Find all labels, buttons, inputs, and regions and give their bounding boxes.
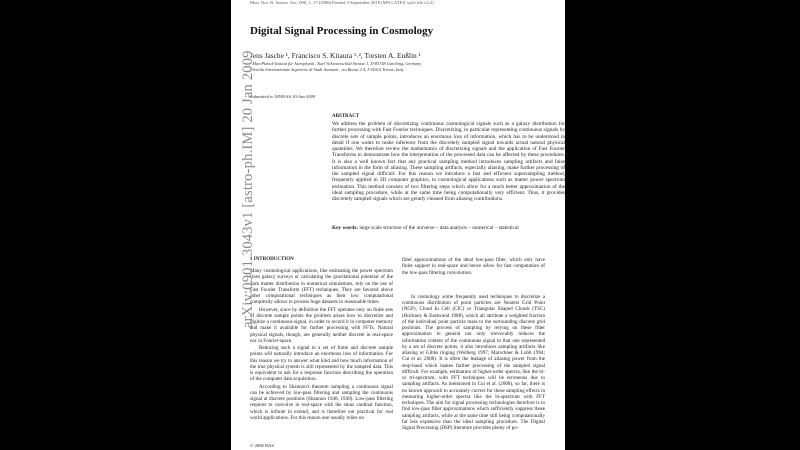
abstract-text: We address the problem of discretizing continuous cosmological signals such as a galaxy distribution for further processing with Fast Fourier techniques. Discretizing, in particular representing continuous signals by discrete sets of sample points, introduces an enormous loss of information, which has to be understood in detail if one wants to make inference from the discretely sampled signal towards actual natural physical quantities. We therefore review the mathematics of discretizing signals and the application of Fast Fourier Transforms to demonstrate how the interpretation of the processed data can be affected by these procedures. It is also a well known fact that any practical sampling method introduces sampling artifacts and false information in the form of aliasing. These sampling artifacts, especially aliasing, make further processing of the sampled signal difficult. For this reason we introduce a fast and efficient supersampling method, frequently applied in 3D computer graphics, to cosmological applications such as matter power spectrum estimation. This method consists of two filtering steps which allow for a much better approximation of the ideal sampling procedure, while at the same time being computationally very efficient. Thus, it provides discretely sampled signals which are greatly cleaned from aliasing contributions. <box>332 121 565 202</box>
paragraph: Many cosmological applications, like estimating the power spectrum from galaxy surveys or calculating the gravitational potential of the dark matter distribution in numerical simulations, rely on the use of Fast Fourier Transform (FFT) techniques. They are favored above other computational techniques as their low computational complexity allows to process huge datasets in reasonable times. <box>250 268 393 306</box>
keywords-text: large scale structure of the universe – data analysis – numerical – statistical <box>359 225 519 231</box>
paragraph: filter approximations of the ideal low-pass filter, which only have finite support in real-space and hence allow for fast computation of the low-pass filtering convolution. <box>402 257 545 276</box>
keywords-line <box>332 226 519 231</box>
paragraph: However, since by definition the FFT operates only on finite sets of discrete sample points the problem arises how to discretize and digitize a continuous signal, in order to record it in computer memory and make it available for further processing with FFTs. Natural physical signals, though, are generally neither discrete in real-space nor in Fourier-space. <box>250 306 393 344</box>
running-head: Mon. Not. R. Astron. Soc. 000, 1–17 (2006) Printed 3 September 2018 (MN LATEX style file v2.2) <box>250 0 434 5</box>
paper-title: Digital Signal Processing in Cosmology <box>250 25 434 37</box>
submission-date: Submitted to MNRAS 20-Jan-2009 <box>250 94 316 99</box>
paragraph: In cosmology some frequently used techniques to discretize a continuous distribution of point particles are Nearest Grid Point (NGP), Cloud In Cell (CIC) or Triangular Shaped Clouds (TSC) (Hockney & Eastwood 1988), which all attribute a weighted fraction of the individual point particle mass to the surrounding discrete grid positions. The process of sampling by relying on these filter approximation in general not only irrevocably reduces the information content of the continuous signal to that one represented by a set of discrete points, it also introduces sampling artifacts like aliasing or Gibbs ringing (Wolberg 1997; Marschner & Lobb 1994; Cui et al. 2008). It is often the leakage of aliasing power from the stop-band which makes further processing of the sampled signal difficult. For example, estimation of higher-order spectra, like the bi- or tri-spectrum, with FFT techniques will be erroneous due to sampling artifacts. As mentioned in Cui et al. (2008), so far, there is no known approach to accurately correct for these sampling effects in measuring higher-order spectra like the bi-spectrum with FFT techniques. The aim for signal processing technologies therefore is to find low-pass filter approximations which sufficiently suppress these sampling artifacts, while at the same time still being computationally far less expensive than the ideal sampling procedure. The Digital Signal Processing (DSP) literature provides plenty of po- <box>402 293 545 431</box>
paper-authors: Jens Jasche ¹, Francisco S. Kitaura ¹˒², Torsten A. Enßlin ¹ <box>250 51 421 60</box>
right-column <box>402 257 545 450</box>
affiliation-2: ² Scuola Internazionale Superiore di Studi Avanzati , via Beirut 2-4, I-34014 Trieste, Italy <box>250 67 404 72</box>
section-heading-introduction: 1 INTRODUCTION <box>250 257 294 262</box>
paper-page <box>231 0 565 450</box>
arxiv-identifier-stamp: arXiv:0901.3043v1 [astro-ph.IM] 20 Jan 2009 <box>240 50 256 328</box>
paragraph: According to Shannon's theorem sampling a continuous signal can be achieved by low-pass filtering and sampling the continuous signal at discrete positions (Shannon 1948, 1949). Low-pass filtering requires to convolve in real-space with the sinus cardinal function, which is infinite in extend, and is therefore not practical for real world applications. For this reason one usually relies on <box>250 383 393 421</box>
abstract-heading: ABSTRACT <box>332 114 360 119</box>
paragraph: Reducing such a signal to a set of finite and discrete sample points will naturally introduce an enormous loss of information. For this reason we try to answer what kind and how much information of the true physical system is still represented by the sampled data. This is equivalent to ask for a response function describing the operation of the computer data acquisition. <box>250 345 393 383</box>
left-column <box>250 268 393 443</box>
keywords-label: Key words: <box>332 225 359 231</box>
copyright-notice: © 2006 RAS <box>250 443 274 448</box>
affiliation-1: ¹ Max-Planck-Institut für Astrophysik , Karl-Schwarzschild Strasse 1, D-85748 Garching, Germany <box>250 61 422 66</box>
